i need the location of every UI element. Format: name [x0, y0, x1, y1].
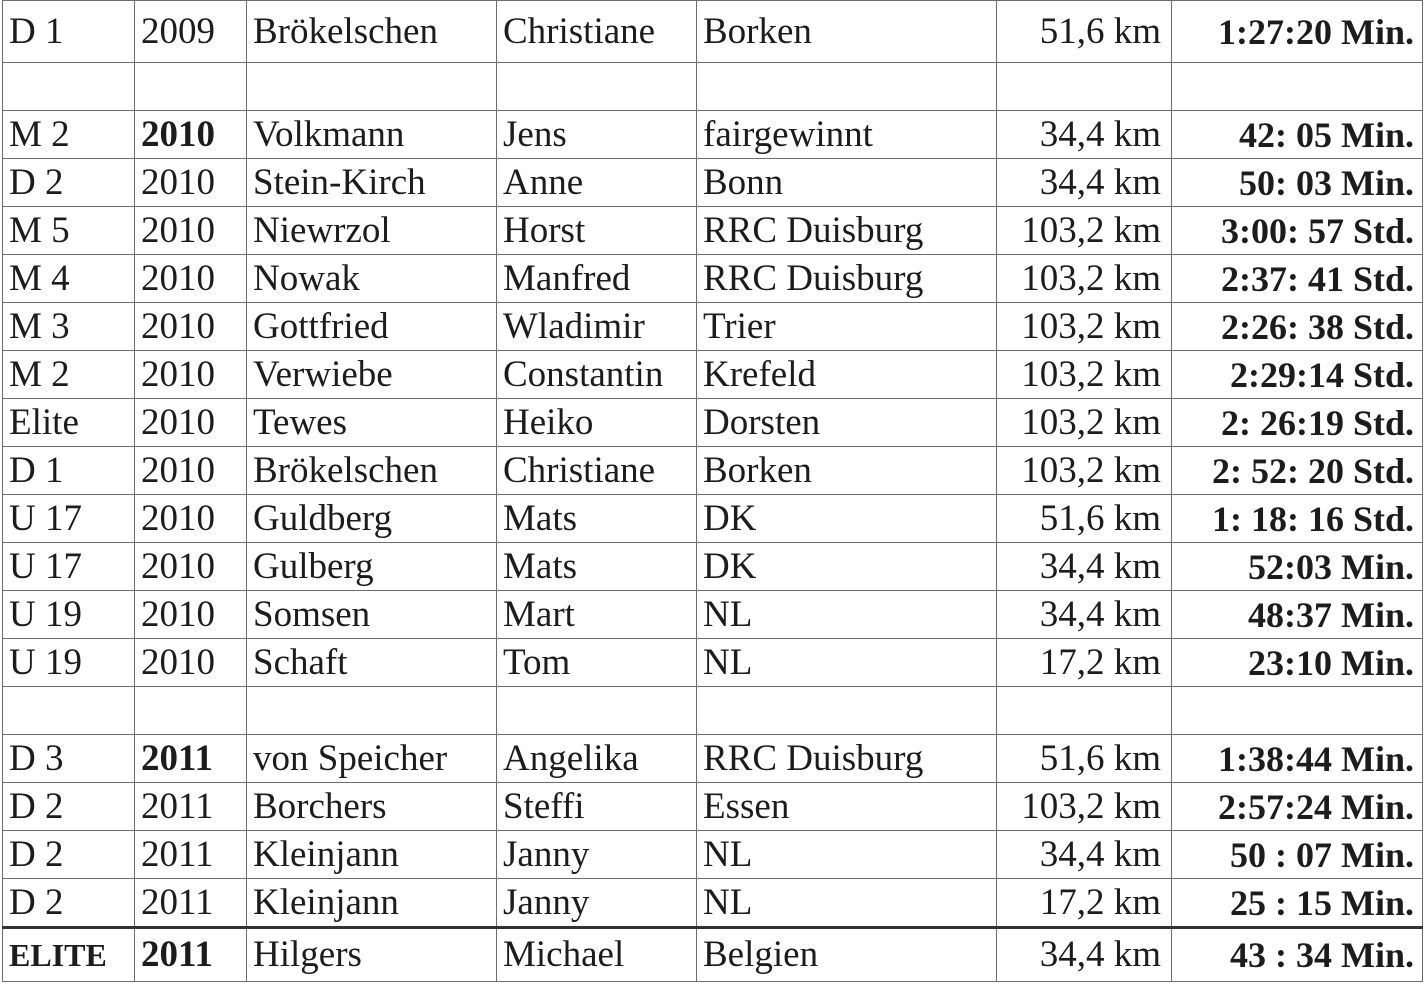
class-cell: D 3 [3, 735, 135, 783]
club-cell [697, 63, 997, 111]
first-name-cell: Mats [497, 543, 697, 591]
club-cell: DK [697, 543, 997, 591]
year-cell [135, 63, 247, 111]
distance-cell: 103,2 km [997, 303, 1172, 351]
time-cell: 42: 05 Min. [1172, 111, 1423, 159]
club-cell: NL [697, 879, 997, 928]
last-name-cell: Kleinjann [247, 879, 497, 928]
first-name-cell: Heiko [497, 399, 697, 447]
distance-cell: 103,2 km [997, 783, 1172, 831]
distance-cell: 51,6 km [997, 495, 1172, 543]
class-cell: ELITE [3, 928, 135, 982]
table-row [3, 399, 1423, 447]
class-cell: Elite [3, 399, 135, 447]
distance-cell: 103,2 km [997, 207, 1172, 255]
first-name-cell: Constantin [497, 351, 697, 399]
table-row [3, 111, 1423, 159]
last-name-cell: Kleinjann [247, 831, 497, 879]
table-row [3, 783, 1423, 831]
club-cell: NL [697, 831, 997, 879]
first-name-cell [497, 63, 697, 111]
class-cell: U 17 [3, 543, 135, 591]
distance-cell: 103,2 km [997, 447, 1172, 495]
first-name-cell: Tom [497, 639, 697, 687]
last-name-cell: Gottfried [247, 303, 497, 351]
club-cell: Trier [697, 303, 997, 351]
class-cell: U 19 [3, 591, 135, 639]
table-row [3, 879, 1423, 928]
time-cell: 1:38:44 Min. [1172, 735, 1423, 783]
table-row [3, 303, 1423, 351]
club-cell: Borken [697, 447, 997, 495]
class-cell: U 19 [3, 639, 135, 687]
year-cell: 2011 [135, 735, 247, 783]
time-cell [1172, 687, 1423, 735]
class-cell: M 2 [3, 111, 135, 159]
year-cell: 2011 [135, 783, 247, 831]
last-name-cell: Volkmann [247, 111, 497, 159]
class-cell: D 2 [3, 879, 135, 928]
distance-cell: 34,4 km [997, 928, 1172, 982]
last-name-cell: Borchers [247, 783, 497, 831]
year-cell: 2010 [135, 639, 247, 687]
distance-cell: 51,6 km [997, 1, 1172, 63]
club-cell: Borken [697, 1, 997, 63]
table-row [3, 207, 1423, 255]
table-row [3, 639, 1423, 687]
first-name-cell: Wladimir [497, 303, 697, 351]
time-cell: 50 : 07 Min. [1172, 831, 1423, 879]
distance-cell: 34,4 km [997, 111, 1172, 159]
first-name-cell: Jens [497, 111, 697, 159]
year-cell: 2010 [135, 543, 247, 591]
last-name-cell: Stein-Kirch [247, 159, 497, 207]
time-cell: 23:10 Min. [1172, 639, 1423, 687]
class-cell: M 2 [3, 351, 135, 399]
club-cell: NL [697, 591, 997, 639]
class-cell [3, 63, 135, 111]
last-name-cell: Tewes [247, 399, 497, 447]
time-cell: 2:37: 41 Std. [1172, 255, 1423, 303]
last-name-cell: Gulberg [247, 543, 497, 591]
class-cell [3, 687, 135, 735]
club-cell: Bonn [697, 159, 997, 207]
first-name-cell: Anne [497, 159, 697, 207]
first-name-cell: Michael [497, 928, 697, 982]
distance-cell [997, 687, 1172, 735]
time-cell: 50: 03 Min. [1172, 159, 1423, 207]
time-cell: 3:00: 57 Std. [1172, 207, 1423, 255]
last-name-cell: Schaft [247, 639, 497, 687]
class-cell: M 4 [3, 255, 135, 303]
club-cell: fairgewinnt [697, 111, 997, 159]
time-cell: 2:26: 38 Std. [1172, 303, 1423, 351]
last-name-cell [247, 687, 497, 735]
year-cell: 2010 [135, 351, 247, 399]
last-name-cell: Niewrzol [247, 207, 497, 255]
table-row [3, 447, 1423, 495]
year-cell: 2011 [135, 879, 247, 928]
year-cell: 2010 [135, 399, 247, 447]
club-cell: Belgien [697, 928, 997, 982]
class-cell: M 5 [3, 207, 135, 255]
time-cell: 25 : 15 Min. [1172, 879, 1423, 928]
year-cell: 2010 [135, 495, 247, 543]
first-name-cell: Janny [497, 879, 697, 928]
club-cell: DK [697, 495, 997, 543]
first-name-cell: Manfred [497, 255, 697, 303]
first-name-cell [497, 687, 697, 735]
club-cell: Krefeld [697, 351, 997, 399]
results-table [2, 0, 1423, 982]
time-cell: 2: 52: 20 Std. [1172, 447, 1423, 495]
distance-cell: 17,2 km [997, 879, 1172, 928]
club-cell [697, 687, 997, 735]
table-row [3, 735, 1423, 783]
year-cell: 2010 [135, 255, 247, 303]
time-cell: 2: 26:19 Std. [1172, 399, 1423, 447]
distance-cell: 103,2 km [997, 399, 1172, 447]
first-name-cell: Mats [497, 495, 697, 543]
table-row [3, 928, 1423, 982]
distance-cell: 34,4 km [997, 159, 1172, 207]
time-cell: 2:57:24 Min. [1172, 783, 1423, 831]
year-cell: 2010 [135, 111, 247, 159]
table-row [3, 351, 1423, 399]
last-name-cell: Verwiebe [247, 351, 497, 399]
club-cell: RRC Duisburg [697, 735, 997, 783]
distance-cell: 103,2 km [997, 255, 1172, 303]
club-cell: Dorsten [697, 399, 997, 447]
time-cell: 1:27:20 Min. [1172, 1, 1423, 63]
last-name-cell: Somsen [247, 591, 497, 639]
table-row [3, 831, 1423, 879]
table-row [3, 543, 1423, 591]
year-cell: 2011 [135, 831, 247, 879]
last-name-cell: Brökelschen [247, 447, 497, 495]
year-cell: 2009 [135, 1, 247, 63]
distance-cell: 34,4 km [997, 831, 1172, 879]
time-cell: 2:29:14 Std. [1172, 351, 1423, 399]
year-cell: 2010 [135, 159, 247, 207]
time-cell: 52:03 Min. [1172, 543, 1423, 591]
last-name-cell: Guldberg [247, 495, 497, 543]
distance-cell: 34,4 km [997, 543, 1172, 591]
class-cell: D 2 [3, 159, 135, 207]
class-cell: D 1 [3, 447, 135, 495]
year-cell: 2010 [135, 303, 247, 351]
table-row [3, 159, 1423, 207]
first-name-cell: Christiane [497, 447, 697, 495]
time-cell: 48:37 Min. [1172, 591, 1423, 639]
class-cell: M 3 [3, 303, 135, 351]
last-name-cell: Nowak [247, 255, 497, 303]
time-cell [1172, 63, 1423, 111]
last-name-cell: von Speicher [247, 735, 497, 783]
class-cell: U 17 [3, 495, 135, 543]
first-name-cell: Steffi [497, 783, 697, 831]
distance-cell: 103,2 km [997, 351, 1172, 399]
club-cell: NL [697, 639, 997, 687]
time-cell: 1: 18: 16 Std. [1172, 495, 1423, 543]
club-cell: RRC Duisburg [697, 255, 997, 303]
club-cell: Essen [697, 783, 997, 831]
class-cell: D 1 [3, 1, 135, 63]
first-name-cell: Mart [497, 591, 697, 639]
table-row [3, 591, 1423, 639]
table-row [3, 495, 1423, 543]
year-cell: 2010 [135, 591, 247, 639]
club-cell: RRC Duisburg [697, 207, 997, 255]
class-cell: D 2 [3, 783, 135, 831]
time-cell: 43 : 34 Min. [1172, 928, 1423, 982]
year-cell: 2010 [135, 447, 247, 495]
last-name-cell: Brökelschen [247, 1, 497, 63]
last-name-cell [247, 63, 497, 111]
table-row [3, 1, 1423, 63]
year-cell [135, 687, 247, 735]
last-name-cell: Hilgers [247, 928, 497, 982]
table-row [3, 255, 1423, 303]
first-name-cell: Christiane [497, 1, 697, 63]
year-cell: 2010 [135, 207, 247, 255]
distance-cell: 51,6 km [997, 735, 1172, 783]
blank-row [3, 687, 1423, 735]
first-name-cell: Janny [497, 831, 697, 879]
results-table-body [3, 1, 1423, 982]
distance-cell: 34,4 km [997, 591, 1172, 639]
blank-row [3, 63, 1423, 111]
distance-cell: 17,2 km [997, 639, 1172, 687]
first-name-cell: Angelika [497, 735, 697, 783]
class-cell: D 2 [3, 831, 135, 879]
first-name-cell: Horst [497, 207, 697, 255]
year-cell: 2011 [135, 928, 247, 982]
distance-cell [997, 63, 1172, 111]
